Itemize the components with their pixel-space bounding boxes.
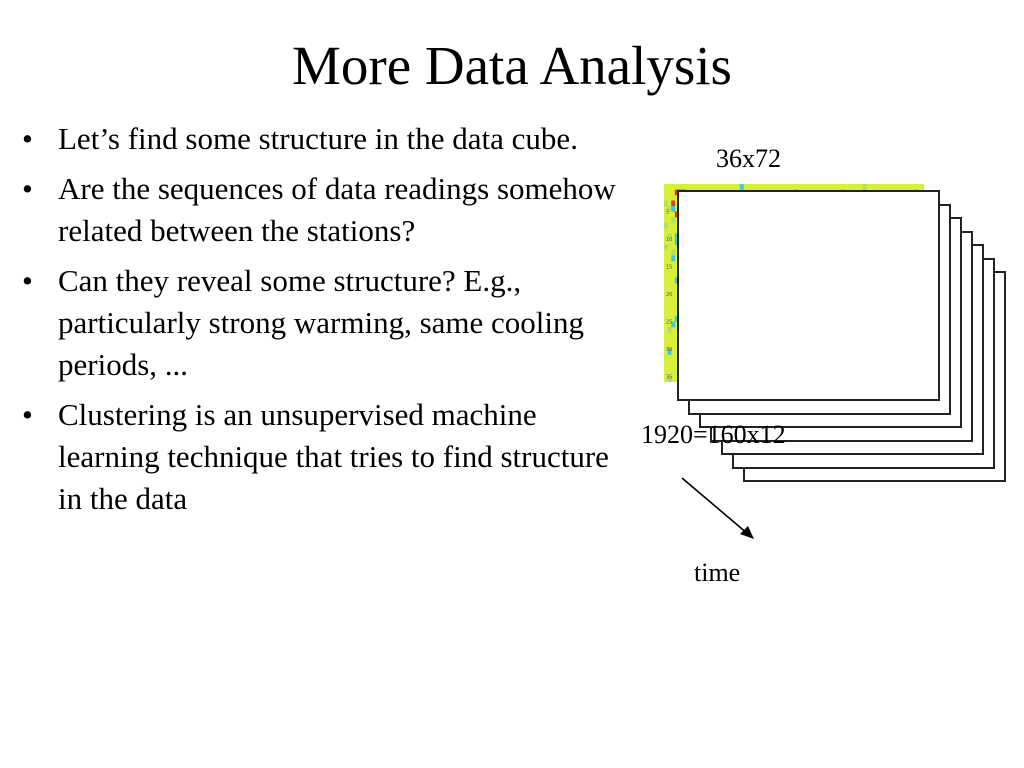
heatmap-cell bbox=[664, 245, 668, 251]
bullet-text: Can they reveal some structure? E.g., particularly strong warming, same cooling periods, ... bbox=[58, 263, 585, 382]
y-tick-label: 25 bbox=[666, 319, 673, 326]
bullet-marker: • bbox=[22, 121, 33, 156]
heatmap-cell bbox=[671, 256, 675, 262]
y-tick-label: 20 bbox=[666, 292, 673, 298]
y-tick-label: 5 bbox=[666, 209, 670, 216]
y-tick-label: 30 bbox=[666, 347, 673, 353]
y-tick-label: 15 bbox=[666, 264, 673, 271]
bullet-item bbox=[20, 168, 620, 252]
bullet-text: Clustering is an unsupervised machine learning technique that tries to find structure in the data bbox=[58, 397, 609, 516]
bullet-text: Let’s find some structure in the data cube. bbox=[58, 121, 578, 156]
time-label: time bbox=[694, 558, 741, 587]
heatmap-cell bbox=[668, 327, 672, 333]
heatmap-cell bbox=[740, 184, 744, 190]
heatmap-cell bbox=[664, 223, 668, 229]
bullet-marker: • bbox=[22, 171, 33, 206]
y-tick-label: 35 bbox=[666, 374, 673, 381]
bullet-list bbox=[20, 118, 620, 528]
heatmap-cell bbox=[671, 201, 675, 207]
bullet-text: Are the sequences of data readings somehow related between the stations? bbox=[58, 171, 616, 248]
bullet-item bbox=[20, 260, 620, 386]
data-frame bbox=[677, 190, 940, 401]
y-tick-label: 10 bbox=[666, 237, 673, 243]
bullet-marker: • bbox=[22, 263, 33, 298]
heatmap-cell bbox=[671, 250, 675, 256]
heatmap-cell bbox=[863, 184, 867, 190]
bullet-marker: • bbox=[22, 397, 33, 432]
heatmap-cell bbox=[664, 201, 668, 207]
bullet-item bbox=[20, 118, 620, 160]
grid-dimension-label: 36x72 bbox=[716, 144, 781, 173]
heatmap-cell bbox=[671, 217, 675, 223]
slide-title: More Data Analysis bbox=[292, 35, 732, 96]
time-arrow-icon bbox=[678, 474, 758, 544]
bullet-item bbox=[20, 394, 620, 520]
frame-count-label: 1920=160x12 bbox=[641, 420, 786, 449]
heatmap-cell bbox=[671, 206, 675, 212]
